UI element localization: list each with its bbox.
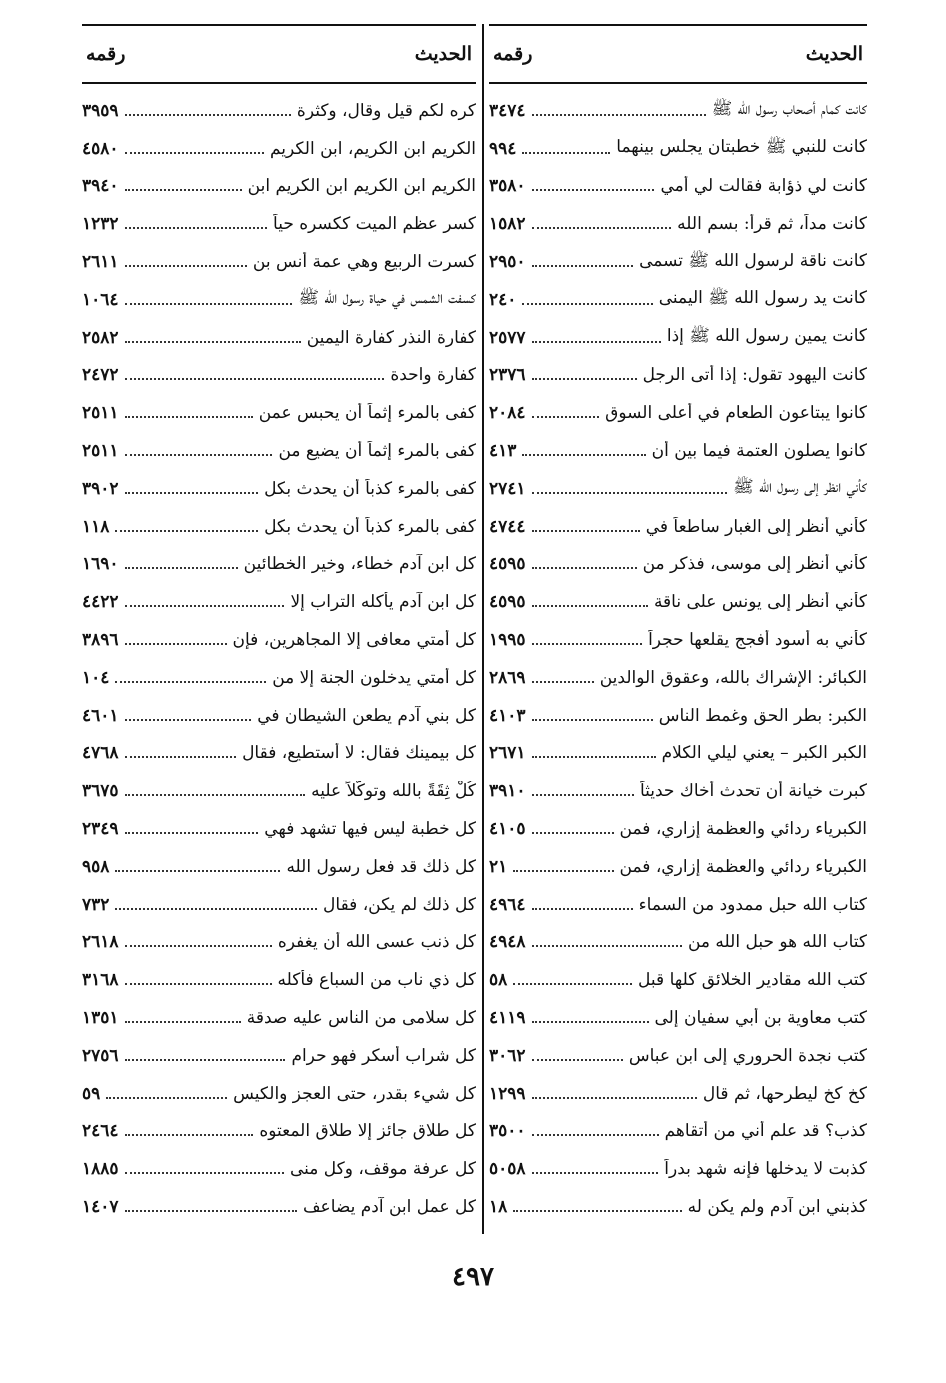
- column-divider: [482, 24, 484, 1234]
- hadith-number: ١٢٣٢: [82, 214, 119, 235]
- hadith-text: كل طلاق جائز إلا طلاق المعتوه: [259, 1121, 476, 1142]
- hadith-number: ٢٧٤١: [489, 478, 526, 499]
- leader-dots: [125, 719, 252, 721]
- index-entry: [489, 1150, 867, 1188]
- index-entry: [82, 1150, 476, 1188]
- leader-dots: [125, 605, 285, 607]
- leader-dots: [532, 530, 640, 532]
- index-entry: [489, 205, 867, 243]
- hadith-number: ٣٤٧٤: [489, 100, 526, 121]
- hadith-text: كل ذي ناب من السباع فأكله: [277, 970, 476, 991]
- hadith-text: كبرت خيانة أن تحدث أخاك حديثاً: [639, 781, 867, 802]
- hadith-number: ٢٥٧٧: [489, 327, 526, 348]
- hadith-text: كل ابن آدم خطاء، وخير الخطائين: [243, 554, 476, 575]
- hadith-text: الكبرياء ردائي والعظمة إزاري، فمن: [619, 819, 867, 840]
- index-entry: [82, 999, 476, 1037]
- index-entry: [82, 659, 476, 697]
- hadith-number: ١٠٤: [82, 667, 110, 688]
- index-entry: [489, 659, 867, 697]
- hadith-text: كل شيء بقدر، حتى العجز والكيس: [233, 1083, 476, 1104]
- hadith-text: كتب الله مقادير الخلائق كلها قبل: [638, 970, 867, 991]
- hadith-text: كل عرفة موقف، وكل منى: [289, 1159, 476, 1180]
- hadith-number: ٣٩٤٠: [82, 176, 119, 197]
- hadith-text: كانت اليهود تقول: إذا أتى الرجل: [642, 365, 867, 386]
- leader-dots: [532, 908, 633, 910]
- hadith-text: الكبر الكبر – يعني ليلي الكلام: [661, 743, 867, 764]
- hadith-text: كانت للنبي ﷺ خطبتان يجلس بينهما: [616, 137, 867, 158]
- index-entry: [82, 848, 476, 886]
- index-entry: [489, 961, 867, 999]
- index-entry: [82, 810, 476, 848]
- index-entry: [82, 1188, 476, 1226]
- hadith-text: كل ذلك لم يكن، فقال: [323, 894, 476, 915]
- hadith-number: ٢٤٠: [489, 289, 517, 310]
- index-entry: [82, 432, 476, 470]
- hadith-number: ٢٣٧٦: [489, 365, 526, 386]
- leader-dots: [522, 303, 652, 305]
- hadith-text: الكريم ابن الكريم ابن الكريم ابن: [247, 176, 476, 197]
- leader-dots: [532, 756, 656, 758]
- hadith-number: ٣٦٧٥: [82, 781, 119, 802]
- leader-dots: [125, 152, 264, 154]
- hadith-text: كانت يد رسول الله ﷺ اليمنى: [658, 288, 867, 309]
- index-entry: [489, 281, 867, 319]
- leader-dots: [532, 189, 655, 191]
- index-entry: [82, 583, 476, 621]
- column-header: [489, 24, 867, 84]
- leader-dots: [125, 945, 272, 947]
- index-entry: [82, 205, 476, 243]
- hadith-number: ٣٥٨٠: [489, 176, 526, 197]
- index-entry: [82, 886, 476, 924]
- hadith-number: ٥٨: [489, 970, 508, 991]
- leader-dots: [125, 1059, 286, 1061]
- hadith-text: كسر عظم الميت ككسره حياً: [273, 214, 476, 235]
- leader-dots: [532, 227, 672, 229]
- leader-dots: [106, 1097, 227, 1099]
- leader-dots: [513, 1210, 681, 1212]
- leader-dots: [125, 567, 238, 569]
- hadith-number: ٣٩١٠: [489, 781, 526, 802]
- leader-dots: [532, 1172, 659, 1174]
- hadith-text: كانت كمام أصحاب رسول الله ﷺ: [711, 99, 867, 120]
- hadith-text: كانت مداً، ثم قرأ: بسم الله: [677, 214, 867, 235]
- index-entry: [489, 394, 867, 432]
- hadith-number: ٤٧٦٨: [82, 743, 119, 764]
- index-entry: [489, 697, 867, 735]
- leader-dots: [532, 832, 614, 834]
- leader-dots: [125, 1172, 284, 1174]
- leader-dots: [125, 378, 385, 380]
- leader-dots: [532, 643, 643, 645]
- index-entry: [489, 130, 867, 168]
- leader-dots: [125, 341, 301, 343]
- hadith-number: ١٢٩٩: [489, 1083, 526, 1104]
- hadith-text: كسفت الشمس في حياة رسول الله ﷺ: [298, 288, 476, 309]
- hadith-text: كخ كخ ليطرحها، ثم قال: [702, 1083, 867, 1104]
- index-entry: [82, 357, 476, 395]
- hadith-number: ٢٧٥٦: [82, 1045, 119, 1066]
- hadith-number: ٣٥٠٠: [489, 1121, 526, 1142]
- hadith-text: كأني انظر إلى رسول الله ﷺ: [733, 477, 867, 498]
- hadith-text: كفارة واحدة: [390, 365, 476, 386]
- index-entry: [489, 999, 867, 1037]
- index-entry: [489, 432, 867, 470]
- index-entry: [489, 886, 867, 924]
- hadith-text: الكبرياء ردائي والعظمة إزاري، فمن: [619, 856, 867, 877]
- index-entry: [82, 1037, 476, 1075]
- index-entry: [82, 319, 476, 357]
- hadith-number: ٣٩٠٢: [82, 478, 119, 499]
- hadith-text: كل بيمينك فقال: لا أستطيع، فقال: [242, 743, 476, 764]
- hadith-text: كل ذلك قد فعل رسول الله: [286, 856, 476, 877]
- hadith-number: ٢٠٨٤: [489, 403, 526, 424]
- hadith-number: ٤١١٩: [489, 1008, 526, 1029]
- index-entry: [82, 924, 476, 962]
- leader-dots: [115, 681, 266, 683]
- hadith-text: كذبت لا يدخلها فإنه شهد بدراً: [664, 1159, 867, 1180]
- index-entry: [489, 92, 867, 130]
- index-entry: [489, 508, 867, 546]
- hadith-text: الكبائر: الإشراك بالله، وعقوق الوالدين: [599, 667, 867, 688]
- leader-dots: [125, 189, 242, 191]
- hadith-number: ٤١٠٣: [489, 705, 526, 726]
- index-entry: [82, 697, 476, 735]
- leader-dots: [513, 983, 632, 985]
- leader-dots: [115, 530, 258, 532]
- hadith-number: ١٦٩٠: [82, 554, 119, 575]
- left-rows: [82, 92, 476, 1226]
- hadith-text: كره لكم قيل وقال، وكثرة: [296, 100, 476, 121]
- leader-dots: [522, 454, 645, 456]
- leader-dots: [532, 681, 594, 683]
- hadith-text: كأني أنظر إلى يونس على ناقة: [653, 592, 867, 613]
- index-entry: [82, 961, 476, 999]
- index-entry: [82, 621, 476, 659]
- leader-dots: [532, 567, 637, 569]
- hadith-number: ١٣٥١: [82, 1008, 119, 1029]
- leader-dots: [532, 416, 600, 418]
- leader-dots: [532, 114, 706, 116]
- leader-dots: [532, 1059, 623, 1061]
- leader-dots: [125, 227, 268, 229]
- hadith-text: كانوا يبتاعون الطعام في أعلى السوق: [605, 403, 867, 424]
- leader-dots: [532, 265, 634, 267]
- hadith-text: كتب نجدة الحروري إلى ابن عباس: [628, 1045, 867, 1066]
- leader-dots: [125, 265, 247, 267]
- leader-dots: [532, 605, 648, 607]
- hadith-number: ٤١٣: [489, 441, 517, 462]
- hadith-number: ٢٥١١: [82, 441, 119, 462]
- hadith-text: كُلْ ثِقَةً بالله وتوكُّلاً عليه: [311, 781, 476, 802]
- hadith-text: كل سلامى من الناس عليه صدقة: [246, 1008, 476, 1029]
- hadith-text: كتاب الله حبل ممدود من السماء: [638, 894, 867, 915]
- hadith-text: كأني أنظر إلى الغبار ساطعاً في: [645, 516, 867, 537]
- leader-dots: [532, 719, 653, 721]
- index-entry: [489, 357, 867, 395]
- hadith-number: ٤٧٤٤: [489, 516, 526, 537]
- hadith-text: كل عمل ابن آدم يضاعف: [302, 1197, 476, 1217]
- leader-dots: [125, 1134, 254, 1136]
- index-entry: [82, 168, 476, 206]
- hadith-text: كانت يمين رسول الله ﷺ إذا: [666, 326, 867, 347]
- index-entry: [82, 546, 476, 584]
- index-entry: [489, 319, 867, 357]
- number-header-label: رقمه: [493, 43, 533, 65]
- index-entry: [82, 92, 476, 130]
- hadith-text: كفى بالمرء كذباً أن يحدث بكل: [264, 516, 476, 537]
- hadith-number: ١٨٨٥: [82, 1159, 119, 1180]
- index-entry: [82, 130, 476, 168]
- hadith-text: كفى بالمرء إثماً أن يضيع من: [278, 441, 476, 462]
- hadith-header-label: الحديث: [805, 43, 863, 65]
- right-column: [489, 24, 867, 1226]
- hadith-number: ٢٦٧١: [489, 743, 526, 764]
- hadith-number: ٤٥٨٠: [82, 138, 119, 159]
- hadith-text: كفى بالمرء إثماً أن يحبس عمن: [258, 403, 476, 424]
- page-number: ٤٩٧: [452, 1262, 494, 1292]
- leader-dots: [522, 152, 610, 154]
- hadith-text: كأني به أسود أفجج يقلعها حجراً: [648, 630, 867, 651]
- hadith-number: ٩٩٤: [489, 138, 517, 159]
- index-entry: [489, 168, 867, 206]
- hadith-number: ٥٠٥٨: [489, 1159, 526, 1180]
- index-entry: [489, 1188, 867, 1226]
- hadith-number: ٣٨٩٦: [82, 630, 119, 651]
- leader-dots: [125, 303, 293, 305]
- hadith-text: الكريم ابن الكريم، ابن الكريم: [269, 138, 476, 159]
- index-entry: [489, 735, 867, 773]
- hadith-number: ٤٩٦٤: [489, 894, 526, 915]
- hadith-number: ٢٥١١: [82, 403, 119, 424]
- hadith-number: ١٠٦٤: [82, 289, 119, 310]
- hadith-number: ٢٥٨٢: [82, 327, 119, 348]
- index-entry: [82, 470, 476, 508]
- leader-dots: [513, 870, 613, 872]
- hadith-text: كذب؟ قد علم أني من أتقاهم: [664, 1121, 867, 1142]
- number-header-label: رقمه: [86, 43, 126, 65]
- hadith-text: كل أمتي معافى إلا المجاهرين، فإن: [232, 630, 476, 651]
- index-entry: [82, 1113, 476, 1151]
- hadith-number: ٢٤٦٤: [82, 1121, 119, 1142]
- leader-dots: [125, 794, 306, 796]
- index-entry: [489, 621, 867, 659]
- hadith-number: ٢٦١٨: [82, 932, 119, 953]
- hadith-number: ١٨: [489, 1197, 508, 1217]
- hadith-text: كل خطبة ليس فيها تشهد فهي: [264, 819, 476, 840]
- index-entry: [489, 924, 867, 962]
- index-entry: [489, 583, 867, 621]
- hadith-text: كل أمتي يدخلون الجنة إلا من: [272, 667, 476, 688]
- leader-dots: [532, 1097, 697, 1099]
- index-entry: [489, 772, 867, 810]
- index-entry: [82, 735, 476, 773]
- index-entry: [489, 1037, 867, 1075]
- hadith-text: كانوا يصلون العتمة فيما بين أن: [651, 441, 867, 462]
- leader-dots: [125, 454, 273, 456]
- index-entry: [489, 1113, 867, 1151]
- leader-dots: [125, 114, 291, 116]
- leader-dots: [125, 416, 253, 418]
- leader-dots: [125, 983, 272, 985]
- hadith-text: كل ذنب عسى الله أن يغفره: [277, 932, 476, 953]
- hadith-text: كسرت الربيع وهي عمة أنس بن: [252, 252, 476, 273]
- hadith-number: ١٤٠٧: [82, 1197, 119, 1217]
- hadith-text: كفى بالمرء كذباً أن يحدث بكل: [264, 478, 476, 499]
- index-entry: [82, 1075, 476, 1113]
- hadith-text: كأني أنظر إلى موسى، فذكر من: [642, 554, 867, 575]
- hadith-number: ٤٥٩٥: [489, 554, 526, 575]
- right-rows: [489, 92, 867, 1226]
- leader-dots: [532, 945, 682, 947]
- hadith-number: ٤٥٩٥: [489, 592, 526, 613]
- hadith-number: ٢٦١١: [82, 252, 119, 273]
- index-entry: [489, 470, 867, 508]
- hadith-number: ٣٩٥٩: [82, 100, 119, 121]
- index-entry: [82, 772, 476, 810]
- hadith-text: كل شراب أسكر فهو حرام: [291, 1045, 476, 1066]
- hadith-number: ٢٣٤٩: [82, 819, 119, 840]
- left-column: [82, 24, 476, 1226]
- index-entry: [82, 508, 476, 546]
- column-header: [82, 24, 476, 84]
- hadith-number: ٢٤٧٢: [82, 365, 119, 386]
- leader-dots: [532, 1021, 649, 1023]
- hadith-number: ١١٨: [82, 516, 110, 537]
- hadith-text: كانت لي ذؤابة فقالت لي أمي: [660, 176, 867, 197]
- leader-dots: [532, 1134, 659, 1136]
- hadith-number: ٢٩٥٠: [489, 252, 526, 273]
- hadith-number: ١٩٩٥: [489, 630, 526, 651]
- index-entry: [82, 243, 476, 281]
- leader-dots: [125, 492, 259, 494]
- hadith-number: ٧٣٢: [82, 894, 110, 915]
- leader-dots: [532, 378, 637, 380]
- hadith-text: كل بني آدم يطعن الشيطان في: [257, 705, 476, 726]
- index-entry: [82, 281, 476, 319]
- hadith-number: ٢٨٦٩: [489, 667, 526, 688]
- hadith-text: كانت ناقة لرسول الله ﷺ تسمى: [639, 250, 867, 271]
- hadith-number: ٢١: [489, 856, 508, 877]
- leader-dots: [115, 908, 317, 910]
- leader-dots: [532, 794, 634, 796]
- leader-dots: [125, 756, 237, 758]
- hadith-number: ٤١٠٥: [489, 819, 526, 840]
- hadith-text: الكبر: بطر الحق وغمط الناس: [658, 705, 867, 726]
- leader-dots: [125, 1021, 241, 1023]
- leader-dots: [532, 492, 728, 494]
- hadith-number: ٣٠٦٢: [489, 1045, 526, 1066]
- hadith-number: ١٥٨٢: [489, 214, 526, 235]
- leader-dots: [125, 832, 259, 834]
- hadith-text: كتاب الله هو حبل الله من: [687, 932, 867, 953]
- index-entry: [489, 1075, 867, 1113]
- index-entry: [489, 848, 867, 886]
- hadith-text: كذبني ابن آدم ولم يكن له: [687, 1197, 867, 1217]
- hadith-number: ٤٦٠١: [82, 705, 119, 726]
- hadith-number: ٥٩: [82, 1083, 101, 1104]
- leader-dots: [125, 643, 227, 645]
- hadith-number: ٩٥٨: [82, 856, 110, 877]
- leader-dots: [115, 870, 280, 872]
- leader-dots: [532, 341, 661, 343]
- hadith-header-label: الحديث: [414, 43, 472, 65]
- index-entry: [82, 394, 476, 432]
- index-entry: [489, 243, 867, 281]
- hadith-number: ٣١٦٨: [82, 970, 119, 991]
- hadith-number: ٤٤٢٢: [82, 592, 119, 613]
- hadith-number: ٤٩٤٨: [489, 932, 526, 953]
- index-entry: [489, 546, 867, 584]
- hadith-text: كل ابن آدم يأكله التراب إلا: [290, 592, 476, 613]
- hadith-text: كتب معاوية بن أبي سفيان إلى: [654, 1008, 867, 1029]
- leader-dots: [125, 1210, 297, 1212]
- hadith-text: كفارة النذر كفارة اليمين: [306, 327, 476, 348]
- index-entry: [489, 810, 867, 848]
